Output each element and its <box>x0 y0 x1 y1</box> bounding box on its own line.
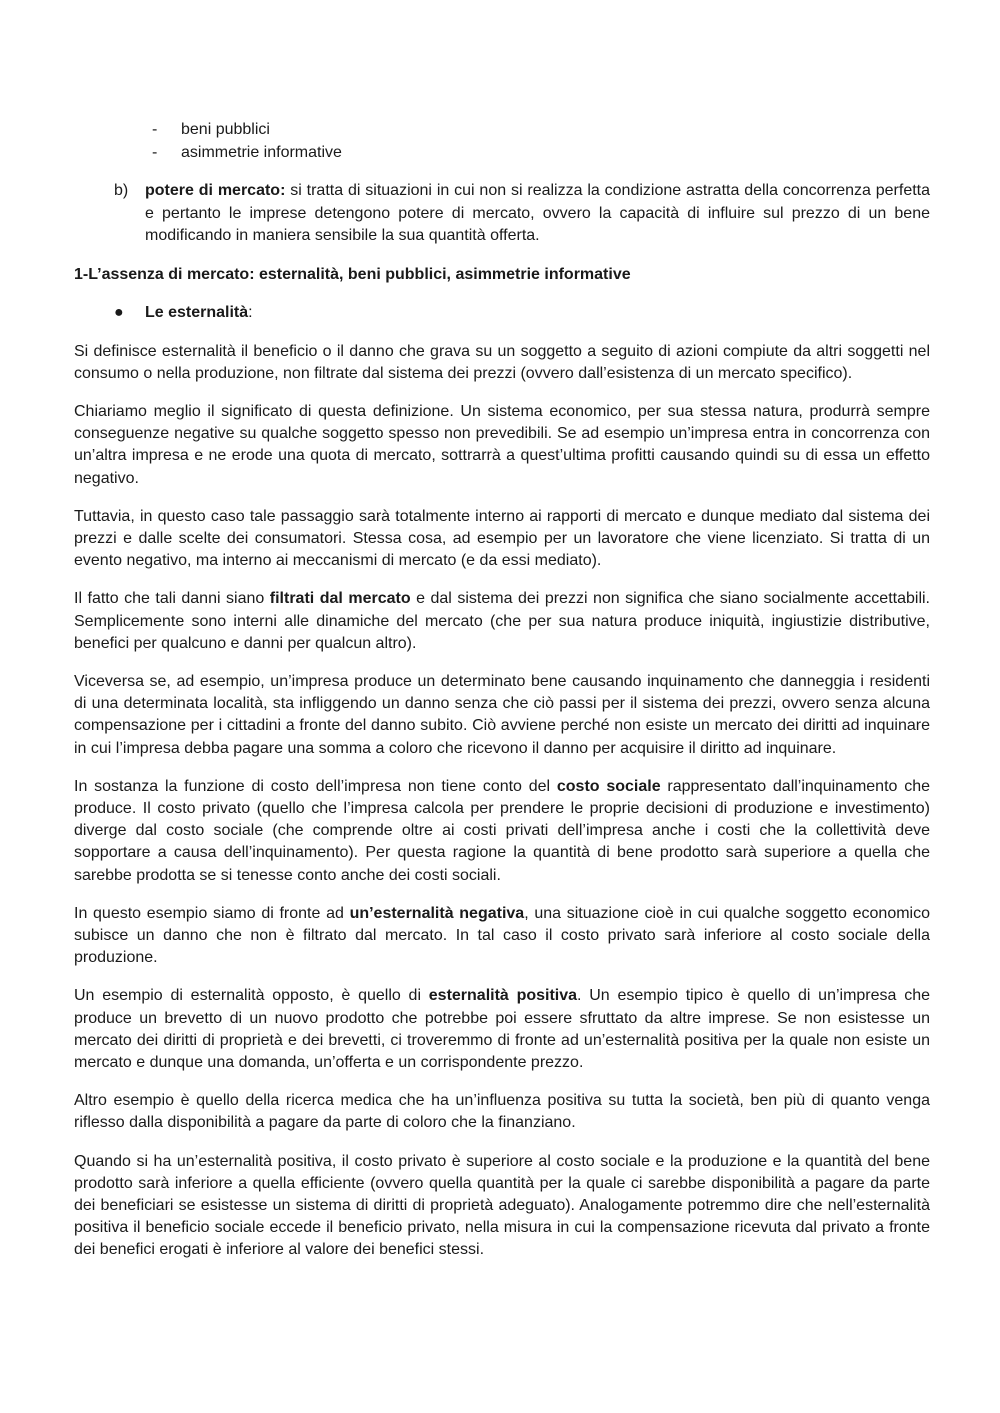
dash-marker: - <box>152 143 158 161</box>
paragraph-definition: Si definisce esternalità il beneficio o il danno che grava su un soggetto a seguito di azioni compiute da altri soggetti nel consumo o nella produzione, non filtrate dal sistema dei prezzi (ovvero dall’esistenza di un mercato specifico). <box>74 342 930 382</box>
bullet-suffix: : <box>248 304 253 321</box>
bullet-item <box>74 302 930 325</box>
item-marker: b) <box>114 182 129 199</box>
paragraph-filtered <box>74 588 930 655</box>
paragraph-pollution: Viceversa se, ad esempio, un’impresa produce un determinato bene causando inquinamento che danneggia i residenti di una determinata località, sta infliggendo un danno senza che ciò passi per il sistema dei prezzi, ovvero senza alcuna compensazione per i cittadini a fronte del danno subito. Ciò avviene perché non esiste un mercato dei diritti ad inquinare in cui l’impresa debba pagare una somma a coloro che ricevono il danno per acquisire il diritto ad inquinare. <box>74 672 930 757</box>
text-run: , una situazione cioè in cui qualche soggetto economico subisce un danno che non è filtrato dal mercato. In tal caso il costo privato sarà inferiore al costo sociale della produzione. <box>74 904 930 967</box>
text-run: In sostanza la funzione di costo dell’impresa non tiene conto del <box>74 777 557 795</box>
list-item-text: asimmetrie informative <box>181 143 342 161</box>
paragraph-market-internal: Tuttavia, in questo caso tale passaggio sarà totalmente interno ai rapporti di mercato e dunque mediato dal sistema dei prezzi e dalle scelte dei consumatori. Stessa cosa, ad esempio per un lavoratore che viene licenziato. Si tratta di un evento negativo, ma interno ai meccanismi di mercato (e da essi mediato). <box>74 507 930 570</box>
text-run: Il fatto che tali danni siano <box>74 590 270 608</box>
list-item-b <box>74 180 930 248</box>
paragraph-social-cost <box>74 776 930 887</box>
text-run: rappresentato dall’inquinamento che produce. Il costo privato (quello che l’impresa calcola per prendere le proprie decisioni di produzione e investimento) diverge dal costo sociale (che comprende oltre ai costi privati dell’impresa anche i costi che la collettività deve sopportare a causa dell’inquinamento). Per questa ragione la quantità di bene prodotto sarà superiore a quella che sarebbe prodotta se si tenesse conto anche dei costi sociali. <box>74 777 931 884</box>
paragraph-positive-externality <box>74 985 930 1074</box>
text-run: e dal sistema dei prezzi non significa che siano socialmente accettabili. Semplicemente sono interni alle dinamiche del mercato (che per sua natura produce iniquità, ingiustizie distributive, benefici per qualcuno e danni per qualcun altro). <box>74 590 931 652</box>
section-heading: 1-L’assenza di mercato: esternalità, beni pubblici, asimmetrie informative <box>74 265 631 283</box>
document-page <box>74 119 930 1262</box>
dash-marker: - <box>152 121 158 138</box>
paragraph-medical-research: Altro esempio è quello della ricerca medica che ha un’influenza positiva su tutta la società, ben più di quanto venga riflesso dalla disponibilità a pagare da parte di coloro che la finanziano. <box>74 1092 930 1132</box>
bold-term: costo sociale <box>556 777 661 795</box>
list-item <box>74 119 930 142</box>
text-run: Un esempio di esternalità opposto, è quello di <box>74 987 429 1005</box>
paragraph-clarification: Chiariamo meglio il significato di questa definizione. Un sistema economico, per sua stessa natura, produrrà sempre conseguenze negative su qualche soggetto spesso non prevedibili. Se ad esempio un’impresa entra in concorrenza con un’altra impresa e ne erode una quota di mercato, sottrarrà a quest’ultima profitti causando quindi su di essa un effetto negativo. <box>74 402 930 487</box>
sub-list <box>74 119 930 164</box>
list-item-text: beni pubblici <box>181 121 270 138</box>
paragraph-positive-cost: Quando si ha un’esternalità positiva, il costo privato è superiore al costo sociale e la produzione e la quantità del bene prodotto sarà inferiore a quella efficiente (ovvero quella quantità per la quale ci sarebbe disponibilità a pagare da parte dei beneficiari se esistesse un sistema di diritti di proprietà adeguato). Analogamente potremmo dire che nell’esternalità positiva il beneficio sociale eccede il beneficio privato, nella misura in cui la compensazione ricevuta dal privato a fronte dei benefici erogati è inferiore al valore dei benefici stessi. <box>74 1152 930 1259</box>
bold-term: filtrati dal mercato <box>269 590 411 608</box>
bullet-dot-icon: ● <box>114 304 124 321</box>
item-text: si tratta di situazioni in cui non si realizza la condizione astratta della concorrenza perfetta e pertanto le imprese detengono potere di mercato, ovvero la capacità di influire sul prezzo di un bene modificando in maniera sensibile la sua quantità offerta. <box>145 182 931 244</box>
text-run: . Un esempio tipico è quello di un’impresa che produce un brevetto di un nuovo prodotto che potrebbe poi essere sfruttato da altre imprese. Se non esistesse un mercato dei diritti di proprietà e dei brevetti, ci troveremmo di fronte ad un’esternalità positiva per la quale non esiste un mercato e dunque una domanda, un’offerta e un corrispondente prezzo. <box>74 987 930 1071</box>
bold-term: esternalità positiva <box>428 987 578 1005</box>
bullet-term: Le esternalità <box>145 304 249 321</box>
list-item <box>74 142 930 165</box>
bold-term: un’esternalità negativa <box>349 904 525 922</box>
paragraph-negative-externality <box>74 903 930 970</box>
text-run: In questo esempio siamo di fronte ad <box>74 904 350 922</box>
item-term: potere di mercato: <box>145 182 286 199</box>
